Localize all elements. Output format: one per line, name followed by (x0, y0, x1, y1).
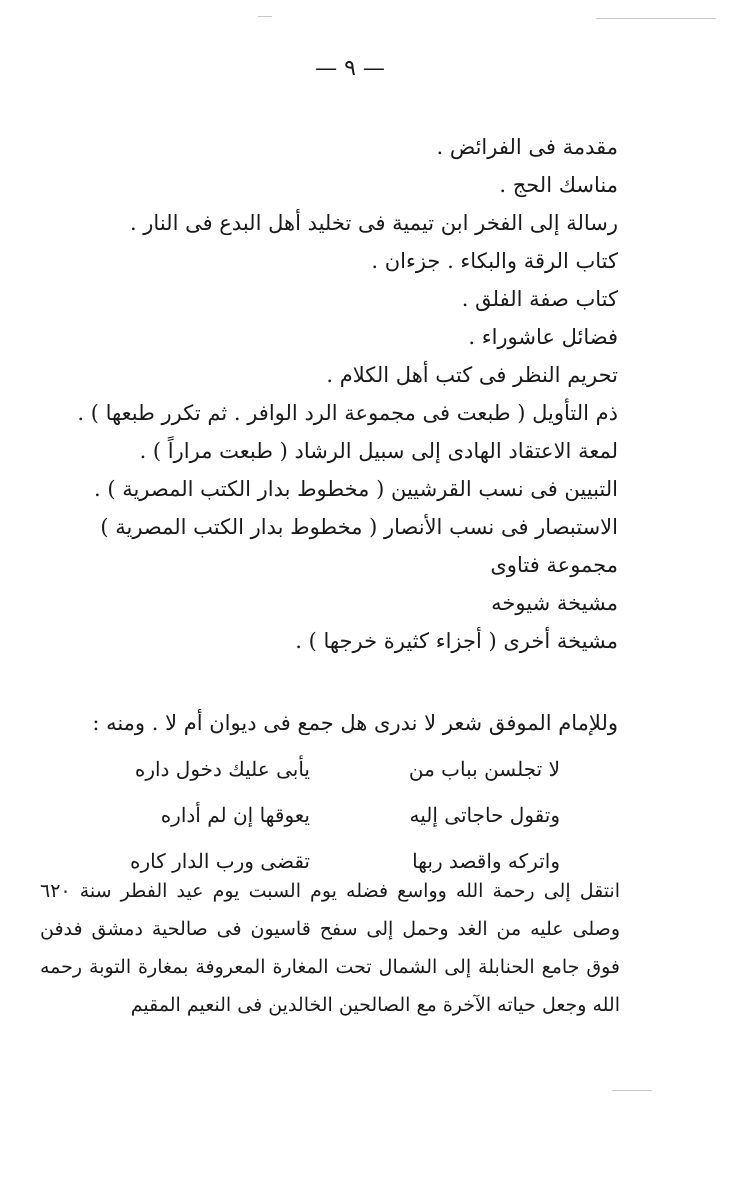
work-item: لمعة الاعتقاد الهادى إلى سبيل الرشاد ( طبعت مراراً ) . (139, 439, 618, 463)
verse-first-half: واتركه واقصد ربها (412, 849, 560, 873)
verse-second-half: يأبى عليك دخول داره (134, 757, 310, 781)
work-item: فضائل عاشوراء . (468, 325, 618, 349)
poem-verse (100, 792, 560, 838)
work-item: رسالة إلى الفخر ابن تيمية فى تخليد أهل البدع فى النار . (129, 211, 618, 235)
work-item: التبيين فى نسب القرشيين ( مخطوط بدار الكتب المصرية ) . (93, 477, 618, 501)
page-number: — ٩ — (315, 56, 385, 81)
verse-first-half: وتقول حاجاتى إليه (409, 803, 560, 827)
work-item: كتاب صفة الفلق . (461, 287, 618, 311)
poem-verse (100, 746, 560, 792)
work-item: تحريم النظر فى كتب أهل الكلام . (326, 363, 618, 387)
work-item: مقدمة فى الفرائض . (436, 135, 618, 159)
poem-intro: وللإمام الموفق شعر لا ندرى هل جمع فى ديوان أم لا . ومنه : (92, 711, 618, 735)
scan-speck (258, 16, 272, 17)
works-list (77, 128, 618, 660)
scan-speck (612, 1090, 652, 1091)
work-item: ذم التأويل ( طبعت فى مجموعة الرد الوافر . ثم تكرر طبعها ) . (77, 401, 618, 425)
work-item: مشيخة أخرى ( أجزاء كثيرة خرجها ) . (295, 629, 618, 653)
verse-second-half: يعوقها إن لم أداره (160, 803, 310, 827)
work-item: مشيخة شيوخه (491, 591, 618, 615)
verse-first-half: لا تجلسن بباب من (408, 757, 560, 781)
work-item: مناسك الحج . (499, 173, 618, 197)
poem (100, 746, 560, 884)
work-item: كتاب الرقة والبكاء . جزءان . (371, 249, 618, 273)
biography-paragraph: انتقل إلى رحمة الله وواسع فضله يوم السبت يوم عيد الفطر سنة ٦٢٠ وصلى عليه من الغد وحمل إلى سفح قاسيون فى صالحية دمشق فدفن فوق جامع الحنابلة إلى الشمال تحت المغارة المعروفة بمغارة التوبة رحمه الله وجعل حياته الآخرة مع الصالحين الخالدين فى النعيم المقيم (40, 880, 620, 1016)
work-item: مجموعة فتاوى (490, 553, 618, 577)
work-item: الاستبصار فى نسب الأنصار ( مخطوط بدار الكتب المصرية ) (100, 515, 618, 539)
verse-second-half: تقضى ورب الدار كاره (129, 849, 310, 873)
scan-speck (596, 18, 716, 19)
